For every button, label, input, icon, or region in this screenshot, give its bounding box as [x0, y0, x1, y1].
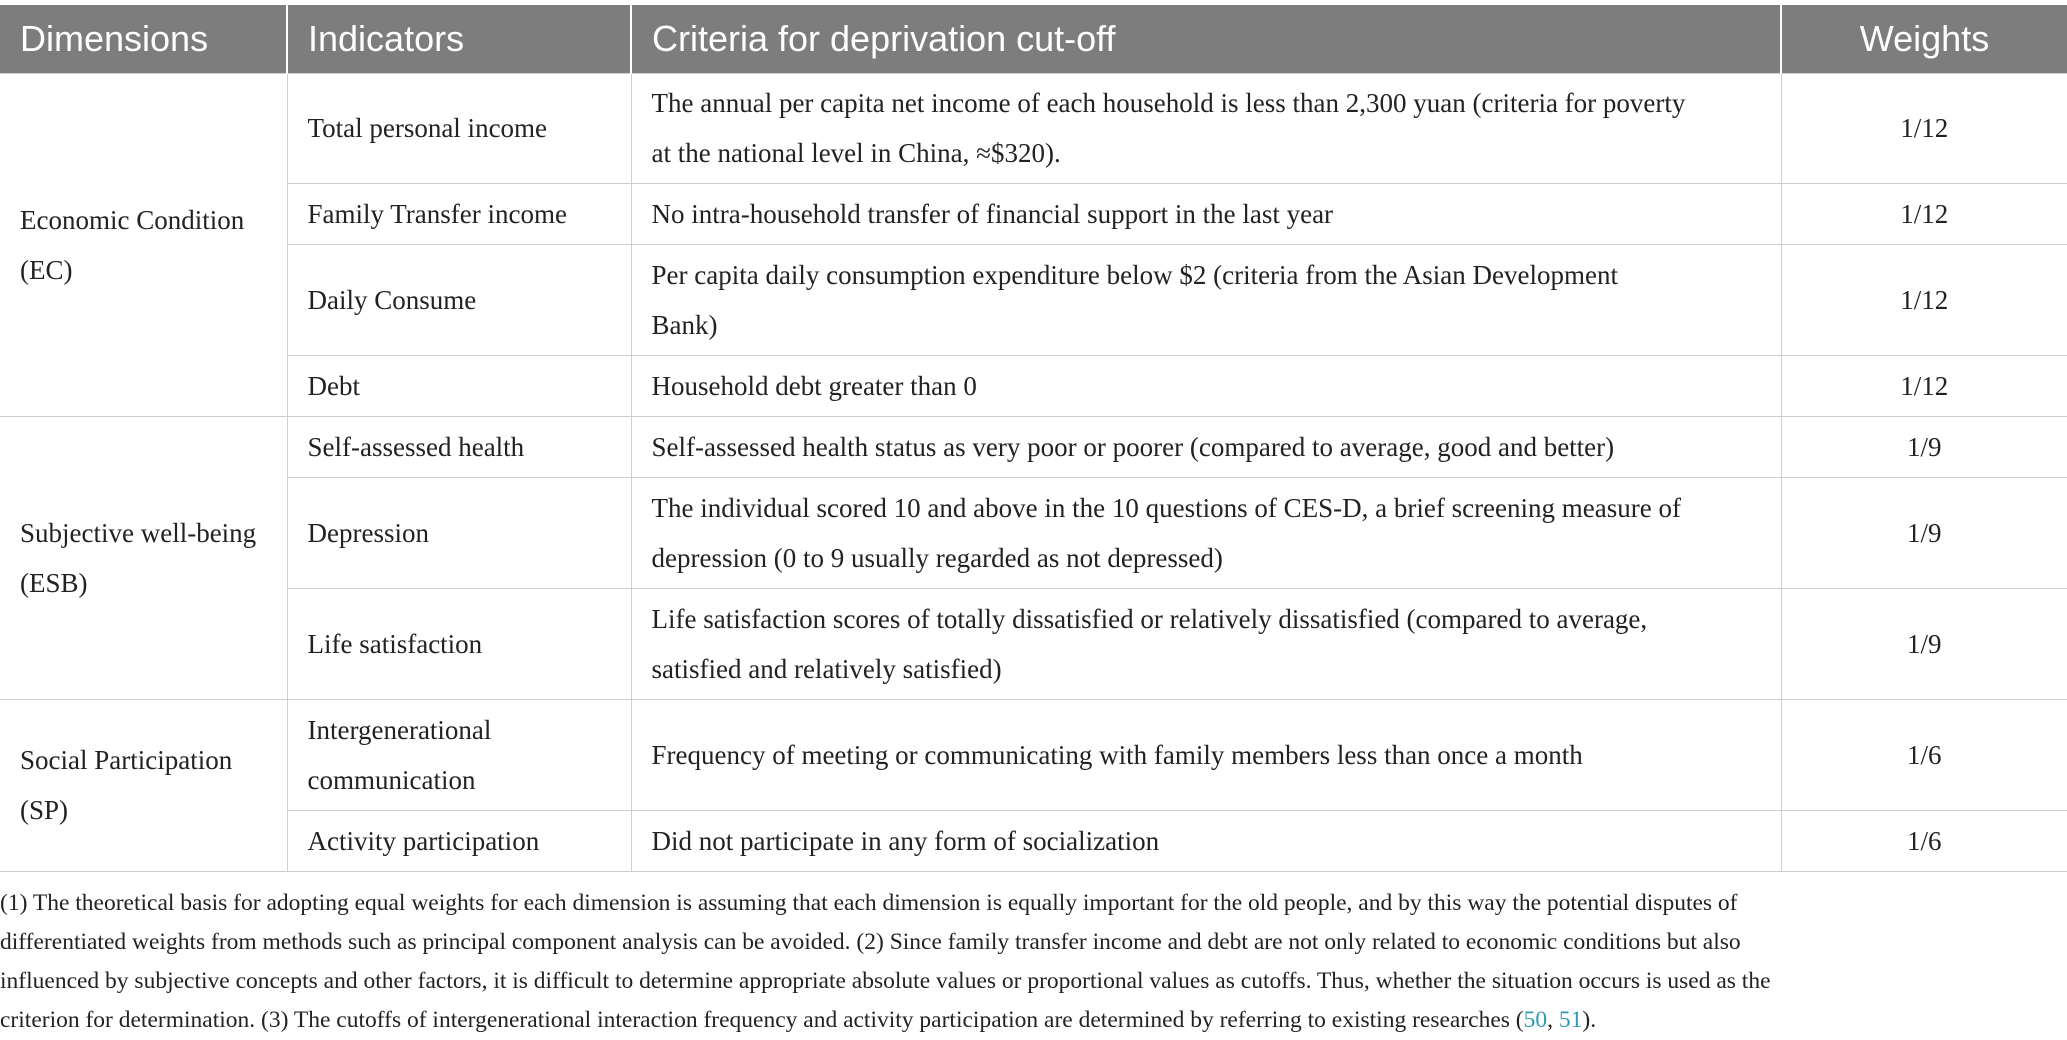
indicator-cell — [287, 73, 631, 183]
footnote-text: criterion for determination. (3) The cutoffs of intergenerational interaction frequency and activity participation are determined by referring to existing researches ( — [0, 1007, 1524, 1033]
indicator-text: Life satisfaction — [307, 628, 483, 659]
table-row — [0, 477, 2067, 588]
dimension-cell-esb — [0, 416, 287, 699]
weight-cell: 1/12 — [1781, 244, 2067, 355]
table-row — [0, 183, 2067, 244]
indicator-text: Daily Consume — [307, 284, 477, 315]
criteria-line: The annual per capita net income of each household is less than 2,300 yuan (criteria for poverty — [651, 88, 1686, 118]
dimension-line: (ESB) — [20, 567, 88, 598]
footnote-line-last — [0, 1001, 2040, 1040]
header-indicators: Indicators — [287, 5, 631, 73]
criteria-line: The individual scored 10 and above in the 10 questions of CES-D, a brief screening measure of — [651, 492, 1681, 523]
table-row — [0, 588, 2067, 699]
indicator-cell — [287, 477, 631, 588]
indicator-text: Intergenerational — [307, 714, 492, 745]
indicator-text: Family Transfer income — [307, 198, 567, 229]
indicator-cell — [287, 355, 631, 416]
criteria-line: Did not participate in any form of socialization — [651, 825, 1160, 856]
criteria-line: satisfied and relatively satisfied) — [651, 653, 1002, 684]
indicator-cell — [287, 588, 631, 699]
dimension-line: Social Participation — [20, 745, 233, 775]
weight-cell: 1/9 — [1781, 588, 2067, 699]
table-row — [0, 416, 2067, 477]
reference-link-51[interactable]: 51 — [1558, 1007, 1583, 1033]
dimension-line: (EC) — [20, 254, 73, 285]
footnote-line: influenced by subjective concepts and other factors, it is difficult to determine appropriate absolute values or proportional values as cutoffs. Thus, whether the situation occurs is used as the — [0, 968, 1771, 994]
table-body — [0, 73, 2067, 871]
indicator-text: Debt — [307, 370, 360, 401]
indicator-cell — [287, 699, 631, 810]
header-weights: Weights — [1781, 5, 2067, 73]
header-criteria: Criteria for deprivation cut-off — [631, 5, 1781, 73]
weight-cell: 1/9 — [1781, 416, 2067, 477]
dimension-line: Economic Condition — [20, 204, 245, 235]
criteria-line: Life satisfaction scores of totally dissatisfied or relatively dissatisfied (compared to average, — [651, 603, 1648, 634]
criteria-cell — [631, 588, 1781, 699]
criteria-cell — [631, 73, 1781, 183]
criteria-cell — [631, 183, 1781, 244]
dimension-cell-sp — [0, 699, 287, 871]
criteria-line: at the national level in China, ≈$320). — [651, 138, 1061, 168]
table-row — [0, 810, 2067, 871]
header-row — [0, 5, 2067, 73]
weight-cell: 1/12 — [1781, 183, 2067, 244]
weight-cell: 1/6 — [1781, 699, 2067, 810]
criteria-line: Per capita daily consumption expenditure below $2 (criteria from the Asian Development — [651, 259, 1618, 290]
indicator-text: Self-assessed health — [307, 431, 525, 462]
table-header — [0, 5, 2067, 73]
criteria-line: depression (0 to 9 usually regarded as not depressed) — [651, 542, 1223, 573]
indicator-cell — [287, 416, 631, 477]
indicator-cell — [287, 244, 631, 355]
reference-separator: , — [1547, 1007, 1559, 1033]
document — [0, 5, 2067, 872]
criteria-cell — [631, 810, 1781, 871]
table-row — [0, 244, 2067, 355]
weight-cell: 1/9 — [1781, 477, 2067, 588]
footnote-line: differentiated weights from methods such as principal component analysis can be avoided. (2) Since family transfer income and debt are not only related to economic conditions but also — [0, 929, 1741, 955]
indicator-text: Activity participation — [307, 825, 540, 856]
weight-cell: 1/12 — [1781, 355, 2067, 416]
dimension-line: (SP) — [20, 795, 69, 825]
indicator-cell — [287, 183, 631, 244]
criteria-cell — [631, 355, 1781, 416]
weight-cell: 1/6 — [1781, 810, 2067, 871]
table-row — [0, 355, 2067, 416]
criteria-line: No intra-household transfer of financial support in the last year — [651, 198, 1334, 229]
header-dimensions: Dimensions — [0, 5, 287, 73]
criteria-cell — [631, 416, 1781, 477]
deprivation-table — [0, 5, 2067, 872]
indicator-text: communication — [307, 764, 476, 795]
criteria-line: Self-assessed health status as very poor or poorer (compared to average, good and better) — [651, 431, 1615, 462]
criteria-line: Bank) — [651, 309, 718, 340]
table-row — [0, 73, 2067, 183]
criteria-line: Household debt greater than 0 — [651, 370, 977, 401]
criteria-cell — [631, 477, 1781, 588]
criteria-cell — [631, 244, 1781, 355]
dimension-cell-ec — [0, 73, 287, 416]
weight-cell: 1/12 — [1781, 73, 2067, 183]
criteria-cell — [631, 699, 1781, 810]
footnote-line: (1) The theoretical basis for adopting equal weights for each dimension is assuming that each dimension is equally important for the old people, and by this way the potential disputes of — [0, 890, 1738, 916]
indicator-text: Depression — [307, 517, 429, 548]
indicator-text: Total personal income — [307, 113, 548, 143]
dimension-line: Subjective well-being — [20, 517, 257, 548]
table-row — [0, 699, 2067, 810]
table-footnotes — [0, 884, 2040, 1040]
criteria-line: Frequency of meeting or communicating with family members less than once a month — [651, 739, 1583, 770]
reference-link-50[interactable]: 50 — [1523, 1007, 1548, 1033]
footnote-end: ). — [1582, 1007, 1597, 1033]
indicator-cell — [287, 810, 631, 871]
